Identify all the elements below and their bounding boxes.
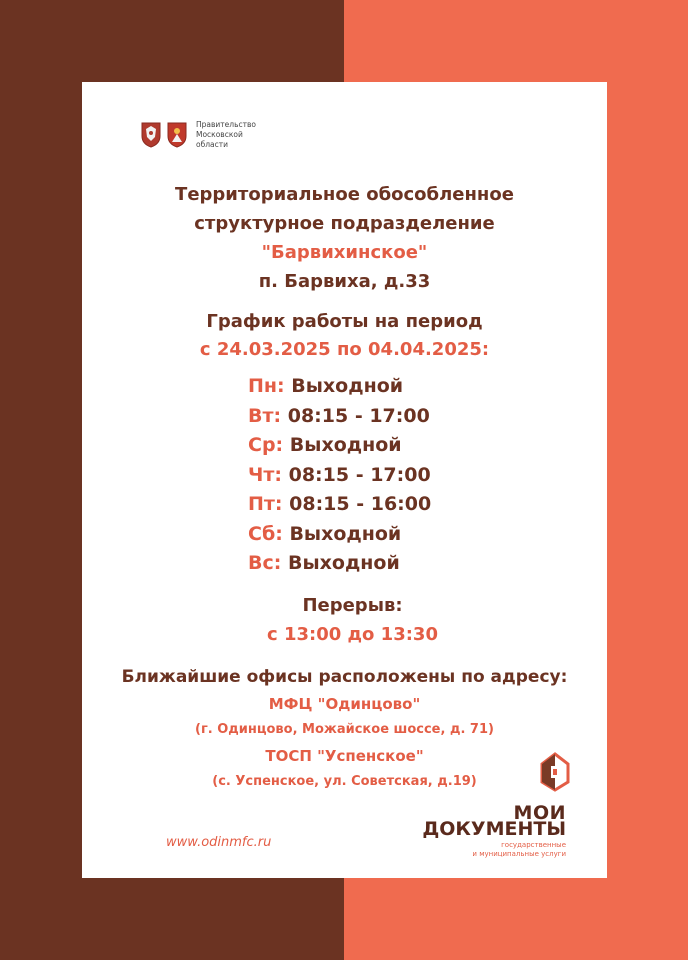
day-label: Вт: (248, 404, 282, 427)
russian-eagle-emblem-icon (140, 120, 162, 148)
day-hours: 08:15 - 17:00 (287, 404, 430, 427)
break-time: с 13:00 до 13:30 (267, 624, 438, 645)
moscow-region-crest-icon (166, 120, 188, 148)
break-block (90, 591, 615, 649)
offices-heading: Ближайшие офисы расположены по адресу: (121, 667, 568, 687)
schedule-heading-block (82, 308, 607, 364)
brand-subtitle (472, 841, 566, 858)
day-hours: 08:15 - 17:00 (288, 463, 431, 486)
schedule-row-tue (248, 402, 431, 432)
schedule-row-mon (248, 372, 431, 402)
moi-dokumenty-logo-icon (540, 752, 570, 792)
day-label: Вс: (248, 552, 282, 574)
gov-line: области (196, 140, 228, 149)
office-address: п. Барвиха, д.33 (258, 271, 431, 292)
website-link[interactable]: www.odinmfc.ru (166, 835, 272, 850)
day-label: Чт: (248, 463, 282, 486)
title-line-2: структурное подразделение (194, 213, 495, 234)
schedule-row-sat (248, 520, 431, 550)
schedule-days (248, 372, 431, 579)
government-logo (140, 120, 256, 150)
day-hours: Выходной (291, 375, 404, 397)
office1-name: МФЦ "Одинцово" (268, 695, 421, 713)
government-name (196, 120, 256, 150)
day-label: Ср: (248, 434, 284, 456)
brand-line-2: ДОКУМЕНТЫ (422, 818, 566, 840)
schedule-heading: График работы на период (206, 311, 483, 332)
schedule-row-wed (248, 431, 431, 461)
day-hours: 08:15 - 16:00 (289, 493, 432, 515)
brand-line-1: МОИ (513, 802, 566, 824)
day-hours: Выходной (289, 434, 402, 456)
office2-name: ТОСП "Успенское" (265, 747, 424, 765)
brand-sub-line-1: государственные (501, 841, 566, 849)
day-label: Пт: (248, 493, 283, 515)
office-title (82, 180, 607, 296)
schedule-row-fri (248, 490, 431, 520)
day-label: Сб: (248, 522, 283, 545)
gov-line: Московской (196, 130, 243, 139)
gov-line: Правительство (196, 120, 256, 129)
schedule-row-thu (248, 461, 431, 491)
day-label: Пн: (248, 375, 285, 397)
office1-address: (г. Одинцово, Можайское шоссе, д. 71) (195, 722, 494, 737)
day-hours: Выходной (289, 522, 402, 545)
notice-card (82, 82, 607, 878)
break-label: Перерыв: (302, 595, 403, 616)
schedule-period: с 24.03.2025 по 04.04.2025: (199, 339, 490, 360)
day-hours: Выходной (287, 552, 400, 574)
moi-dokumenty-logo (422, 752, 566, 862)
brand-sub-line-2: и муниципальные услуги (472, 849, 566, 858)
office2-address: (с. Успенское, ул. Советская, д.19) (212, 774, 477, 789)
title-line-1: Территориальное обособленное (175, 184, 514, 205)
schedule-row-sun (248, 549, 431, 579)
office-name: "Барвихинское" (261, 242, 428, 263)
